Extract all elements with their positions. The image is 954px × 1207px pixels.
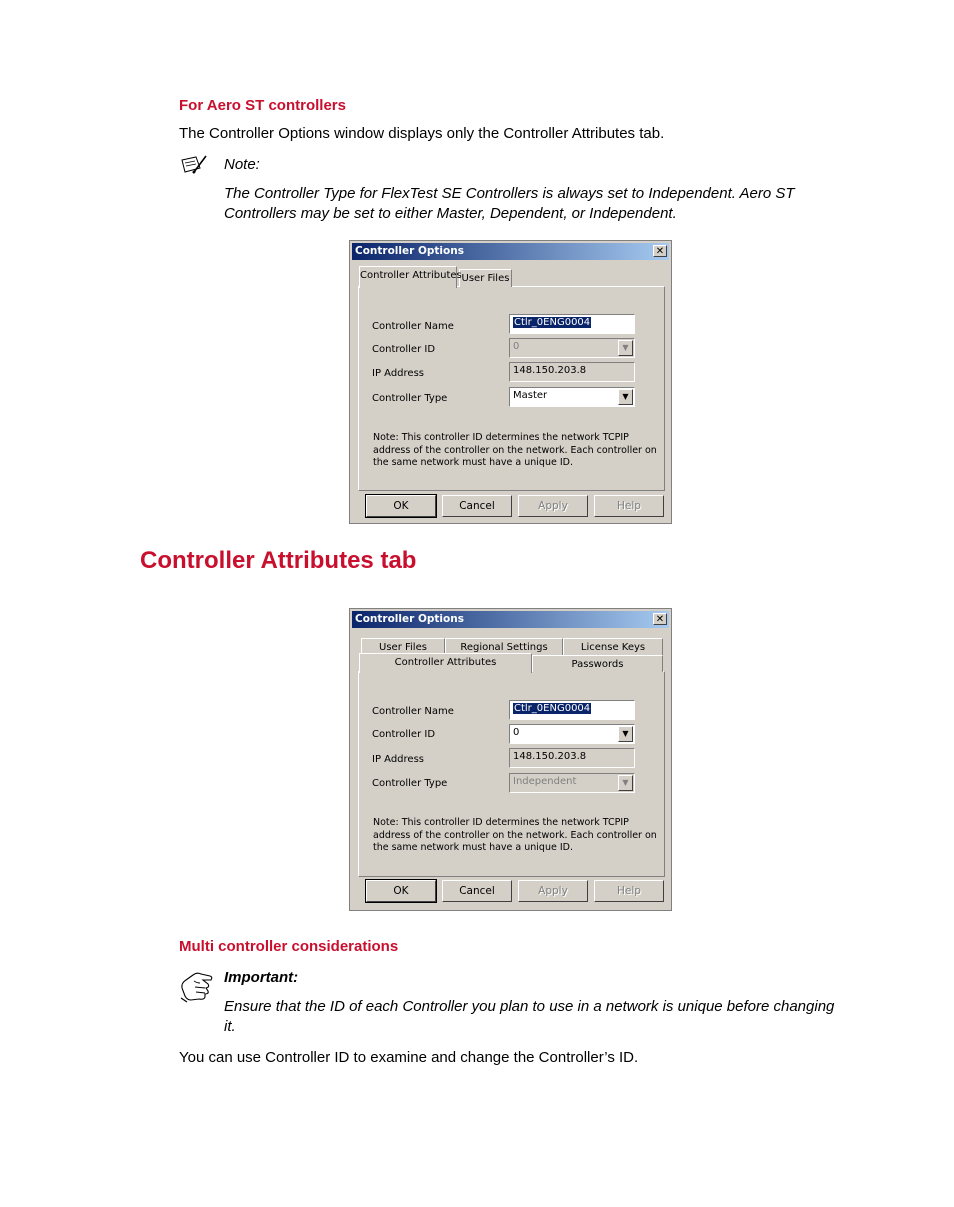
dialog-title-bar xyxy=(352,243,669,260)
dialog-note-line: address of the controller on the network. Each controller on xyxy=(373,829,657,841)
chevron-down-icon: ▼ xyxy=(618,340,633,356)
note-text-line-2: Controllers may be set to either Master, Dependent, or Independent. xyxy=(224,205,677,222)
ip-address-field xyxy=(509,362,635,382)
section-heading-controller-attributes: Controller Attributes tab xyxy=(140,547,417,574)
note-pencil-icon xyxy=(180,154,208,176)
dialog-note-line: the same network must have a unique ID. xyxy=(373,457,573,468)
section-heading-aero-st: For Aero ST controllers xyxy=(179,97,346,114)
tab-label: User Files xyxy=(461,273,510,284)
tab-label: License Keys xyxy=(580,642,646,653)
dialog-title: Controller Options xyxy=(355,613,464,625)
tab-user-files[interactable] xyxy=(459,269,512,287)
help-button[interactable]: Help xyxy=(594,495,664,517)
apply-button[interactable]: Apply xyxy=(518,495,588,517)
chevron-down-icon: ▼ xyxy=(618,775,633,791)
controller-name-label: Controller Name xyxy=(372,706,454,717)
controller-id-value: 0 xyxy=(513,341,520,352)
chevron-down-icon[interactable]: ▼ xyxy=(618,389,633,405)
section-heading-multi-controller: Multi controller considerations xyxy=(179,938,399,955)
dialog-note-line: address of the controller on the network. Each controller on xyxy=(373,444,657,456)
ok-button[interactable]: OK xyxy=(366,495,436,517)
controller-type-dropdown xyxy=(509,773,635,793)
ip-address-value: 148.150.203.8 xyxy=(513,365,587,376)
aero-st-description: The Controller Options window displays only the Controller Attributes tab. xyxy=(179,125,665,142)
chevron-down-icon[interactable]: ▼ xyxy=(618,726,633,742)
close-icon[interactable]: ✕ xyxy=(653,613,667,625)
controller-id-label: Controller ID xyxy=(372,344,436,355)
controller-id-label: Controller ID xyxy=(372,729,436,740)
tab-controller-attributes[interactable] xyxy=(359,653,532,673)
cancel-button[interactable]: Cancel xyxy=(442,495,512,517)
tab-label: Regional Settings xyxy=(460,642,548,653)
ip-address-label: IP Address xyxy=(372,368,424,379)
tab-label: Controller Attributes xyxy=(360,270,462,281)
controller-id-value: 0 xyxy=(513,727,520,738)
tab-passwords[interactable] xyxy=(532,655,663,672)
controller-name-value: Ctlr_0ENG0004 xyxy=(514,703,591,714)
controller-type-value: Independent xyxy=(513,776,577,787)
important-text-line-2: it. xyxy=(224,1018,236,1035)
tab-label: Passwords xyxy=(571,659,624,670)
controller-type-label: Controller Type xyxy=(372,393,448,404)
dialog-note xyxy=(373,432,657,470)
dialog-note-line: the same network must have a unique ID. xyxy=(373,842,573,853)
controller-options-dialog-1 xyxy=(349,240,672,524)
close-icon[interactable]: ✕ xyxy=(653,245,667,257)
tab-label: Controller Attributes xyxy=(394,657,497,668)
dialog-title: Controller Options xyxy=(355,245,464,257)
cancel-button[interactable]: Cancel xyxy=(442,880,512,902)
note-label: Note: xyxy=(224,156,260,173)
controller-type-label: Controller Type xyxy=(372,778,448,789)
pointing-hand-icon xyxy=(179,966,215,1004)
apply-button[interactable]: Apply xyxy=(518,880,588,902)
ok-button[interactable]: OK xyxy=(366,880,436,902)
tab-controller-attributes[interactable] xyxy=(359,266,462,288)
controller-name-label: Controller Name xyxy=(372,321,454,332)
controller-id-dropdown xyxy=(509,338,635,358)
controller-options-dialog-2 xyxy=(349,608,672,911)
tab-label: User Files xyxy=(379,642,427,653)
note-text-line-1: The Controller Type for FlexTest SE Controllers is always set to Independent. Aero ST xyxy=(224,185,795,202)
controller-id-description: You can use Controller ID to examine and change the Controller’s ID. xyxy=(179,1049,639,1066)
controller-type-dropdown[interactable] xyxy=(509,387,635,407)
ip-address-label: IP Address xyxy=(372,754,424,765)
dialog-note-line: Note: This controller ID determines the network TCPIP xyxy=(373,432,629,443)
help-button[interactable]: Help xyxy=(594,880,664,902)
controller-name-input[interactable] xyxy=(509,314,635,334)
controller-type-value: Master xyxy=(513,390,548,401)
dialog-note-line: Note: This controller ID determines the network TCPIP xyxy=(373,817,629,828)
ip-address-value: 148.150.203.8 xyxy=(513,751,587,762)
dialog-note xyxy=(373,817,657,855)
controller-id-dropdown[interactable] xyxy=(509,724,635,744)
ip-address-field xyxy=(509,748,635,768)
dialog-title-bar xyxy=(352,611,669,628)
controller-name-input[interactable] xyxy=(509,700,635,720)
important-text-line-1: Ensure that the ID of each Controller you plan to use in a network is unique before changing xyxy=(224,998,835,1015)
important-label: Important: xyxy=(224,969,299,986)
tab-license-keys[interactable] xyxy=(563,638,663,655)
controller-name-value: Ctlr_0ENG0004 xyxy=(514,317,591,328)
